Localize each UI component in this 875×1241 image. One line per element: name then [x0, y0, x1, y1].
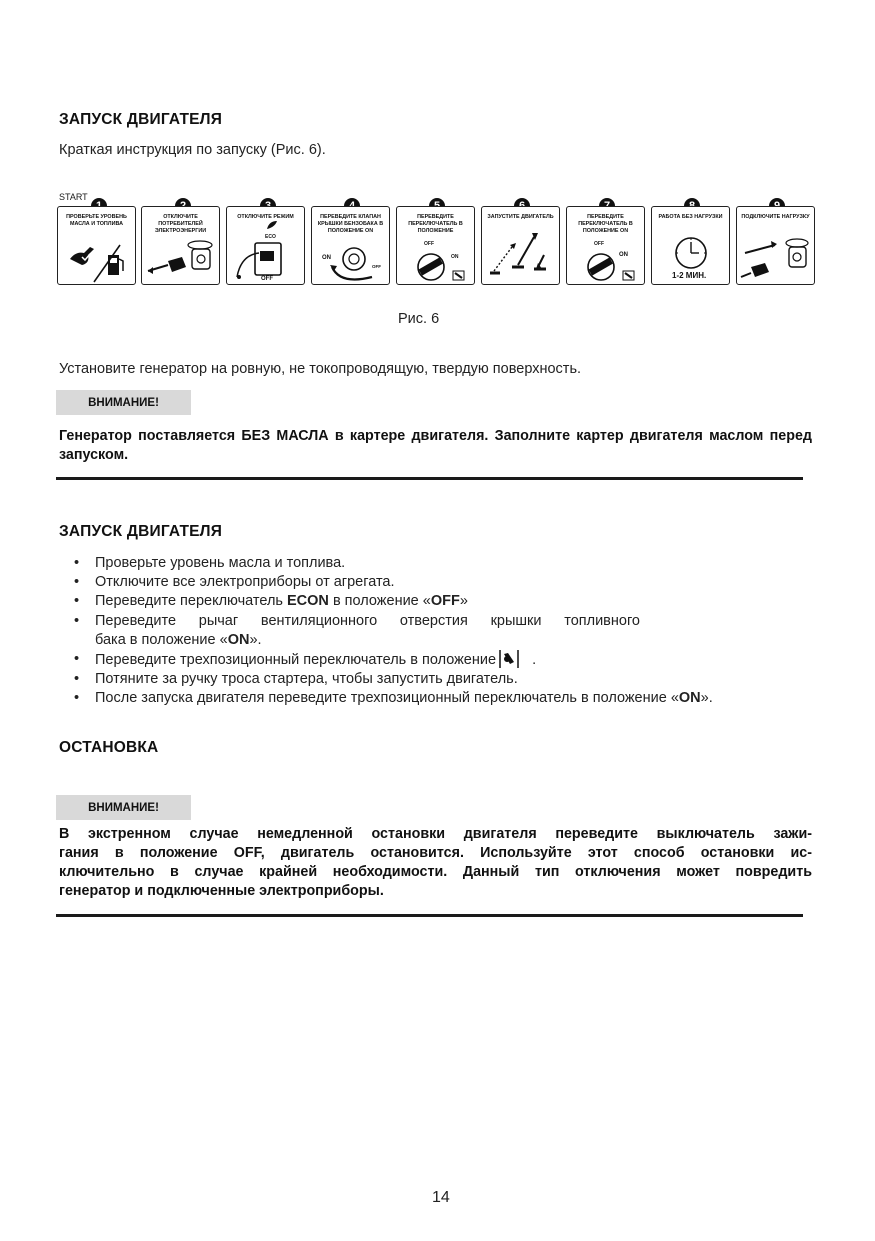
figure-caption: Рис. 6 — [398, 311, 440, 327]
quick-start-intro: Краткая инструкция по запуску (Рис. 6). — [59, 142, 326, 158]
step-caption: ПЕРЕВЕДИТЕ ПЕРЕКЛЮЧАТЕЛЬ В ПОЛОЖЕНИЕ ON — [578, 214, 633, 234]
warning-label: ВНИМАНИЕ! — [56, 390, 191, 415]
list-item: • Переведите переключатель ECON в положение «OFF» — [74, 593, 468, 610]
pull-starter-icon — [482, 207, 561, 286]
warning-text-emergency-stop: В экстренном случае немедленной остановки двигателя переведите выключатель зажи- гания в положение OFF, двигатель остановится. Используйте этот способ остановки ис- ключительно в случае крайней необходимости. Данный тип отключения может повредить генератор и подключенные электроприборы. — [59, 826, 812, 899]
step-card-disconnect-consumers — [141, 206, 220, 285]
off-label: OFF — [424, 241, 434, 247]
fuel-cap-icon — [312, 207, 391, 286]
step-caption: ПЕРЕВЕДИТЕ ПЕРЕКЛЮЧАТЕЛЬ В ПОЛОЖЕНИЕ — [408, 214, 463, 234]
step-card-check-oil-fuel — [57, 206, 136, 285]
step-caption: ПЕРЕВЕДИТЕ КЛАПАН КРЫШКИ БЕНЗОБАКА В ПОЛОЖЕНИЕ ON — [317, 214, 384, 234]
off-label: OFF — [261, 276, 273, 282]
warning-text-no-oil: Генератор поставляется БЕЗ МАСЛА в картере двигателя. Заполните картер двигателя маслом перед запуском. — [59, 428, 812, 463]
oil-fuel-icon — [58, 207, 137, 286]
duration-label: 1-2 МИН. — [672, 271, 707, 280]
on-label: ON — [451, 254, 459, 260]
step-card-set-switch-choke — [396, 206, 475, 285]
section-title-engine-start-steps: ЗАПУСК ДВИГАТЕЛЯ — [59, 523, 223, 540]
start-procedure-list — [59, 554, 829, 709]
off-label: OFF — [594, 241, 604, 247]
list-item: • Проверьте уровень масла и топлива. — [74, 555, 346, 571]
off-label: OFF — [372, 264, 381, 269]
list-item: • Переведите рычаг вентиляционного отверстия крышки топливного бака в положение «ON». — [74, 612, 640, 648]
list-item: • Отключите все электроприборы от агрегата. — [74, 574, 395, 591]
step-caption: ОТКЛЮЧИТЕ ПОТРЕБИТЕЛЕЙ ЭЛЕКТРОЭНЕРГИИ — [154, 214, 207, 234]
section-title-stop: ОСТАНОВКА — [59, 739, 159, 756]
step-card-disable-eco — [226, 206, 305, 285]
step-caption: ОТКЛЮЧИТЕ РЕЖИМ — [237, 214, 294, 220]
step-card-start-engine — [481, 206, 560, 285]
section-divider — [56, 477, 803, 480]
step-caption: ЗАПУСТИТЕ ДВИГАТЕЛЬ — [487, 214, 554, 220]
start-label: START — [59, 192, 88, 202]
page-number: 14 — [432, 1189, 450, 1206]
warning-label: ВНИМАНИЕ! — [56, 795, 191, 820]
section-divider — [56, 914, 803, 917]
step-caption: ПРОВЕРЬТЕ УРОВЕНЬ МАСЛА И ТОПЛИВА — [66, 214, 127, 227]
list-item: • Потяните за ручку троса стартера, чтобы запустить двигатель. — [74, 671, 518, 688]
list-item: • После запуска двигателя переведите трехпозиционный переключатель в положение «ON». — [74, 690, 713, 707]
plug-in-icon — [737, 207, 816, 286]
eco-label: ECO — [265, 234, 276, 240]
surface-note: Установите генератор на ровную, не токопроводящую, твердую поверхность. — [59, 361, 582, 377]
choke-switch-icon — [498, 650, 524, 668]
on-label: ON — [619, 252, 628, 258]
section-title-engine-start: ЗАПУСК ДВИГАТЕЛЯ — [59, 111, 223, 128]
step-caption: РАБОТА БЕЗ НАГРУЗКИ — [658, 214, 723, 220]
switch-dial-icon — [397, 207, 476, 286]
step-card-connect-load — [736, 206, 815, 285]
eco-switch-icon — [227, 207, 306, 286]
step-card-switch-on — [566, 206, 645, 285]
on-label: ON — [322, 255, 331, 261]
switch-dial-icon — [567, 207, 646, 286]
step-card-idle-run — [651, 206, 730, 285]
step-caption: ПОДКЛЮЧИТЕ НАГРУЗКУ — [741, 214, 810, 220]
unplug-icon — [142, 207, 221, 286]
step-card-fuel-cap-valve — [311, 206, 390, 285]
list-item: • Переведите трехпозиционный переключатель в положение . — [74, 651, 537, 669]
